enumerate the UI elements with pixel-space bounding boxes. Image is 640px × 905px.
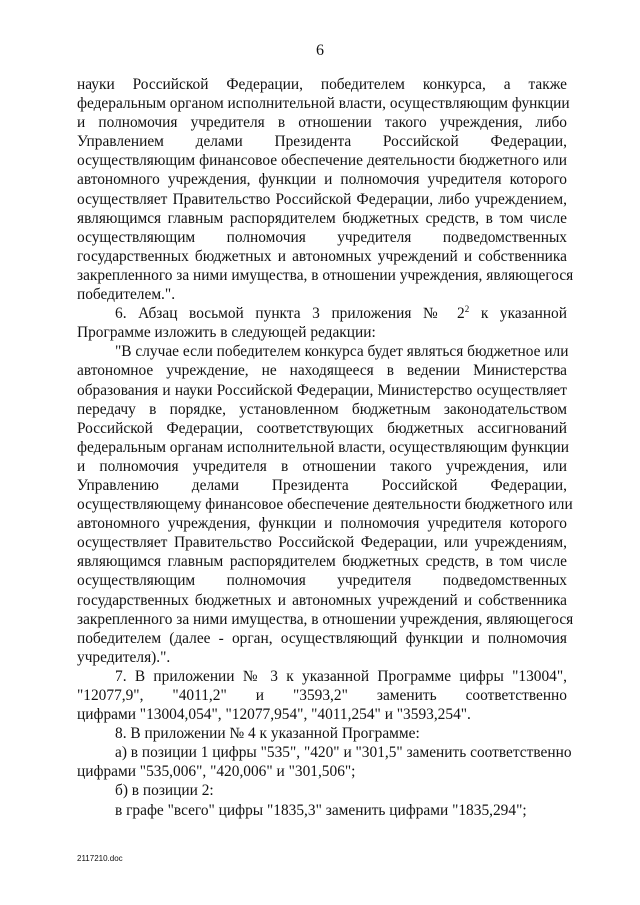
text-line: государственных бюджетных и автономных учреждений и собственника — [77, 247, 567, 265]
item-6-heading: 6. Абзац восьмой пункта 3 приложения № 2 — [115, 305, 465, 323]
text-line: цифрами "13004,054", "12077,954", "4011,254" и "3593,254". — [77, 706, 471, 724]
text-line-item-6 — [77, 304, 567, 323]
text-line: осуществляет Правительство Российской Федерации, или учреждениям, — [77, 534, 567, 552]
text-line: федеральным органом исполнительной власти, осуществляющим функции — [77, 95, 570, 113]
text-line: автономное учреждение, не находящееся в ведении Министерства — [77, 362, 567, 380]
text-line: государственных бюджетных и автономных учреждений и собственника — [77, 591, 567, 609]
text-line: являющимся главным распорядителем бюджетных средств, в том числе — [77, 553, 567, 571]
text-line: 8. В приложении № 4 к указанной Программе: — [115, 725, 420, 743]
text-line: Российской Федерации, соответствующих бюджетных ассигнований — [77, 419, 567, 437]
text-line: Программе изложить в следующей редакции: — [77, 324, 376, 342]
text-line: осуществляющим финансовое обеспечение деятельности бюджетного или — [77, 152, 567, 170]
text-line: закрепленного за ними имущества, в отношении учреждения, являющегося — [77, 610, 574, 628]
text-line: цифрами "535,006", "420,006" и "301,506"; — [77, 763, 356, 781]
text-line: 7. В приложении № 3 к указанной Программе цифры "13004", — [115, 667, 567, 685]
text-line: автономного учреждения, функции и полномочия учредителя которого — [77, 515, 567, 533]
text-line: закрепленного за ними имущества, в отношении учреждения, являющегося — [77, 266, 574, 284]
file-name-footer: 2117210.doc — [77, 854, 123, 863]
text-line: учредителя).". — [77, 648, 171, 666]
text-line: а) в позиции 1 цифры "535", "420" и "301,5" заменить соответственно — [115, 744, 572, 762]
text-line: образования и науки Российской Федерации, Министерство осуществляет — [77, 381, 567, 399]
text-line: в графе "всего" цифры "1835,3" заменить цифрами "1835,294"; — [115, 801, 527, 819]
superscript: 2 — [464, 304, 470, 315]
text-line: "В случае если победителем конкурса будет являться бюджетное или — [115, 343, 569, 361]
text-line: федеральным органам исполнительной власти, осуществляющим функции — [77, 438, 569, 456]
text-line: б) в позиции 2: — [115, 782, 214, 800]
text-line: Управлением делами Президента Российской Федерации, — [77, 133, 567, 151]
text-line: автономного учреждения, функции и полномочия учредителя которого — [77, 171, 567, 189]
document-body — [77, 75, 574, 820]
item-6-tail: к указанной — [480, 305, 567, 323]
text-line: передачу в порядке, установленном бюджетным законодательством — [77, 400, 567, 418]
page-number: 6 — [316, 42, 324, 59]
text-line: "12077,9", "4011,2" и "3593,2" заменить соответственно — [77, 687, 567, 704]
text-line: осуществляет Правительство Российской Федерации, либо учреждением, — [77, 190, 567, 208]
text-line: победителем.". — [77, 286, 176, 304]
text-line: являющимся главным распорядителем бюджетных средств, в том числе — [77, 209, 567, 227]
text-line: и полномочия учредителя в отношении такого учреждения, либо — [77, 114, 567, 132]
text-line: Управлению делами Президента Российской Федерации, — [77, 476, 567, 494]
text-line: осуществляющим полномочия учредителя подведомственных — [77, 572, 567, 590]
text-line: осуществляющим полномочия учредителя подведомственных — [77, 228, 567, 246]
text-line: и полномочия учредителя в отношении такого учреждения, или — [77, 457, 567, 475]
text-line: победителем (далее - орган, осуществляющий функции и полномочия — [77, 629, 567, 647]
text-line: науки Российской Федерации, победителем конкурса, а также — [77, 76, 567, 93]
text-line: осуществляющему финансовое обеспечение деятельности бюджетного или — [77, 496, 573, 514]
